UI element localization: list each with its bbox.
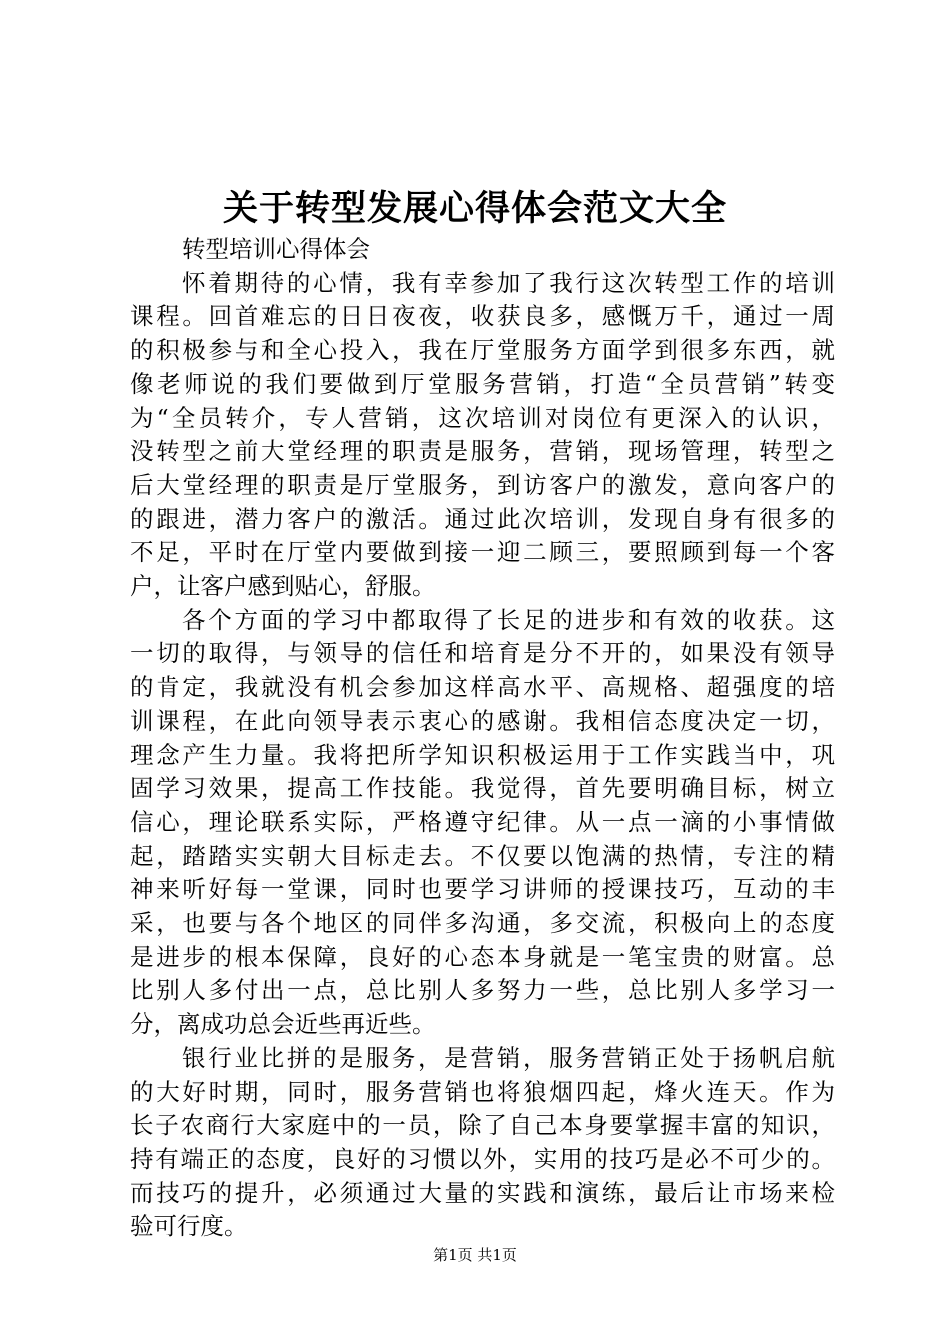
text-line: 怀着期待的心情，我有幸参加了我行这次转型工作的培训: [182, 268, 835, 297]
text-line: 的大好时期，同时，服务营销也将狼烟四起，烽火连天。作为: [130, 1077, 835, 1106]
text-line: 是进步的根本保障，良好的心态本身就是一笔宝贵的财富。总: [130, 942, 835, 971]
section-heading: 转型培训心得体会: [182, 235, 370, 263]
text-line: 为“全员转介，专人营销，这次培训对岗位有更深入的认识，: [130, 403, 835, 432]
text-line: 理念产生力量。我将把所学知识积极运用于工作实践当中，巩: [130, 740, 835, 769]
document-body: [130, 233, 835, 1244]
page-number-footer: 第1页 共1页: [433, 1246, 517, 1264]
text-line: 而技巧的提升，必须通过大量的实践和演练，最后让市场来检: [130, 1178, 835, 1207]
text-line: 不足，平时在厅堂内要做到接一迎二顾三，要照顾到每一个客: [130, 538, 835, 567]
text-line: 起，踏踏实实朝大目标走去。不仅要以饱满的热情，专注的精: [130, 841, 835, 870]
text-line: 长子农商行大家庭中的一员，除了自己本身要掌握丰富的知识，: [130, 1111, 835, 1140]
text-line: 分，离成功总会近些再近些。: [130, 1010, 436, 1039]
document-title: 关于转型发展心得体会范文大全: [222, 188, 727, 229]
text-line: 的积极参与和全心投入，我在厅堂服务方面学到很多东西，就: [130, 336, 835, 365]
text-line: 固学习效果，提高工作技能。我觉得，首先要明确目标，树立: [130, 774, 835, 803]
text-line: 的跟进，潜力客户的激活。通过此次培训，发现自身有很多的: [130, 504, 835, 533]
text-line: 课程。回首难忘的日日夜夜，收获良多，感慨万千，通过一周: [130, 302, 835, 331]
text-line: 户，让客户感到贴心，舒服。: [130, 572, 436, 601]
text-line: 没转型之前大堂经理的职责是服务，营销，现场管理，转型之: [130, 437, 835, 466]
text-line: 持有端正的态度，良好的习惯以外，实用的技巧是必不可少的。: [130, 1144, 835, 1173]
text-line: 后大堂经理的职责是厅堂服务，到访客户的激发，意向客户的: [130, 470, 835, 499]
text-line: 像老师说的我们要做到厅堂服务营销，打造“全员营销”转变: [130, 369, 835, 398]
text-line: 各个方面的学习中都取得了长足的进步和有效的收获。这: [182, 605, 835, 634]
text-line: 信心，理论联系实际，严格遵守纪律。从一点一滴的小事情做: [130, 807, 835, 836]
text-line: 验可行度。: [130, 1212, 248, 1241]
text-line: 银行业比拼的是服务，是营销，服务营销正处于扬帆启航: [182, 1043, 835, 1072]
text-line: 比别人多付出一点，总比别人多努力一些，总比别人多学习一: [130, 976, 835, 1005]
text-line: 神来听好每一堂课，同时也要学习讲师的授课技巧，互动的丰: [130, 875, 835, 904]
text-line: 的肯定，我就没有机会参加这样高水平、高规格、超强度的培: [130, 673, 835, 702]
text-line: 一切的取得，与领导的信任和培育是分不开的，如果没有领导: [130, 639, 835, 668]
text-line: 采，也要与各个地区的同伴多沟通，多交流，积极向上的态度: [130, 909, 835, 938]
text-line: 训课程，在此向领导表示衷心的感谢。我相信态度决定一切，: [130, 706, 835, 735]
